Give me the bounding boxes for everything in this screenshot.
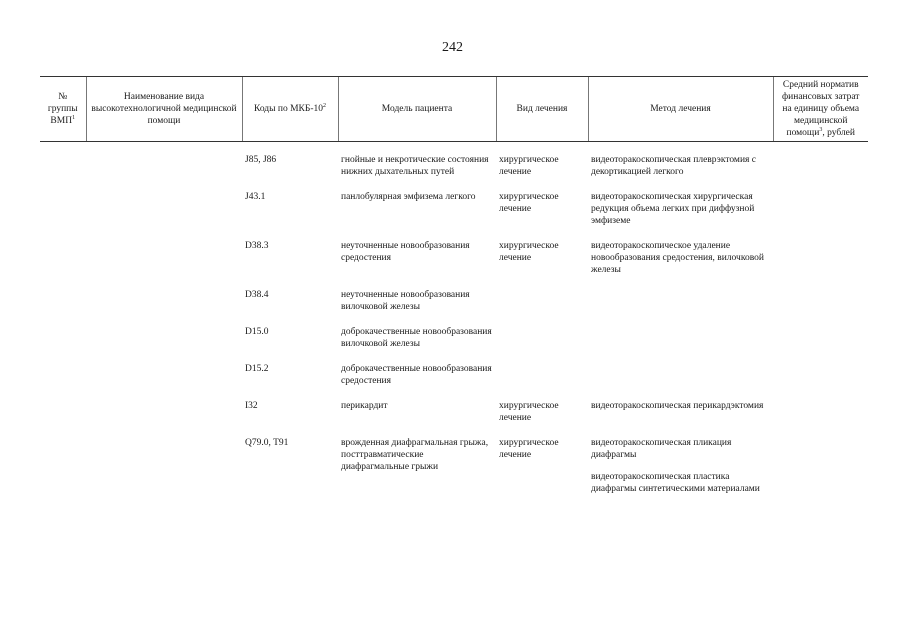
table-header <box>40 77 868 142</box>
table-row <box>40 240 868 276</box>
cell-method <box>588 326 773 350</box>
cell-treatment: хирургическое лечение <box>499 401 559 423</box>
cell-code: D38.4 <box>245 290 269 300</box>
cell-group-no <box>40 154 86 178</box>
cell-treatment <box>496 363 588 387</box>
cell-code: Q79.0, T91 <box>245 438 289 448</box>
cell-model: врожденная диафрагмальная грыжа, посттравматические диафрагмальные грыжи <box>341 438 489 472</box>
header-cost-label: Средний норматив финансовых затрат на единицу объема медицинской помощи <box>782 80 860 138</box>
cell-group-no <box>40 289 86 313</box>
cell-cost <box>773 437 868 495</box>
cell-name <box>86 437 242 495</box>
cell-code: D15.2 <box>245 364 269 374</box>
header-method: Метод лечения <box>588 77 773 142</box>
cell-group-no <box>40 400 86 424</box>
table-row <box>40 289 868 313</box>
cell-code: J43.1 <box>245 192 266 202</box>
page-number: 242 <box>442 40 463 55</box>
cell-model: неуточненные новообразования средостения <box>341 241 470 263</box>
header-group-no-label: № группы ВМП <box>47 92 78 126</box>
cell-model: доброкачественные новообразования вилочковой железы <box>341 327 492 349</box>
cell-treatment: хирургическое лечение <box>499 192 559 214</box>
header-codes-label: Коды по МКБ-10 <box>253 104 324 114</box>
cell-treatment: хирургическое лечение <box>499 438 559 460</box>
cell-group-no <box>40 437 86 495</box>
method-item: видеоторакоскопическая пластика диафрагмы синтетическими материалами <box>591 472 760 494</box>
cell-cost <box>773 191 868 227</box>
header-treatment: Вид лечения <box>496 77 588 142</box>
cell-name <box>86 289 242 313</box>
cell-code: I32 <box>245 401 258 411</box>
cell-code: J85, J86 <box>245 155 277 165</box>
cell-cost <box>773 154 868 178</box>
cell-treatment: хирургическое лечение <box>499 241 559 263</box>
cell-cost <box>773 289 868 313</box>
cell-treatment: хирургическое лечение <box>499 155 559 177</box>
table-row <box>40 363 868 387</box>
header-group-no <box>40 77 86 142</box>
header-name: Наименование вида высокотехнологичной медицинской помощи <box>86 77 242 142</box>
cell-code: D38.3 <box>245 241 269 251</box>
cell-model: доброкачественные новообразования средостения <box>341 364 492 386</box>
cell-treatment <box>496 326 588 350</box>
cell-cost <box>773 400 868 424</box>
method-item: видеоторакоскопическая хирургическая редукция объема легких при диффузной эмфиземе <box>591 192 755 226</box>
method-item: видеоторакоскопическое удаление новообразования средостения, вилочковой железы <box>591 241 764 275</box>
cell-group-no <box>40 363 86 387</box>
header-cost-suffix: , рублей <box>822 128 855 138</box>
method-item: видеоторакоскопическая плеврэктомия с декортикацией легкого <box>591 155 756 177</box>
cell-name <box>86 240 242 276</box>
cell-model: перикардит <box>341 401 388 411</box>
footnote-2: 2 <box>323 102 327 109</box>
table-body <box>40 142 868 496</box>
cell-name <box>86 326 242 350</box>
cell-method <box>588 191 773 227</box>
table-row <box>40 191 868 227</box>
header-cost <box>773 77 868 142</box>
table-row <box>40 154 868 178</box>
cell-model: гнойные и некротические состояния нижних дыхательных путей <box>341 155 489 177</box>
cell-cost <box>773 240 868 276</box>
header-model: Модель пациента <box>338 77 496 142</box>
cell-cost <box>773 326 868 350</box>
cell-group-no <box>40 326 86 350</box>
cell-name <box>86 400 242 424</box>
cell-name <box>86 191 242 227</box>
cell-code: D15.0 <box>245 327 269 337</box>
footnote-1: 1 <box>72 114 76 121</box>
method-item: видеоторакоскопическая перикардэктомия <box>591 401 764 411</box>
cell-name <box>86 363 242 387</box>
cell-treatment <box>496 289 588 313</box>
footnote-3: 3 <box>819 126 823 133</box>
cell-group-no <box>40 240 86 276</box>
cell-model: неуточненные новообразования вилочковой железы <box>341 290 470 312</box>
cell-name <box>86 154 242 178</box>
cell-method <box>588 400 773 424</box>
cell-method <box>588 363 773 387</box>
cell-group-no <box>40 191 86 227</box>
cell-method <box>588 154 773 178</box>
cell-method <box>588 240 773 276</box>
table-row <box>40 326 868 350</box>
cell-model: панлобулярная эмфизема легкого <box>341 192 476 202</box>
cell-method <box>588 289 773 313</box>
vmp-table <box>40 76 868 495</box>
method-item: видеоторакоскопическая пликация диафрагмы <box>591 438 732 460</box>
cell-cost <box>773 363 868 387</box>
table-row <box>40 437 868 495</box>
table-row <box>40 400 868 424</box>
header-codes <box>242 77 338 142</box>
cell-method <box>588 437 773 495</box>
